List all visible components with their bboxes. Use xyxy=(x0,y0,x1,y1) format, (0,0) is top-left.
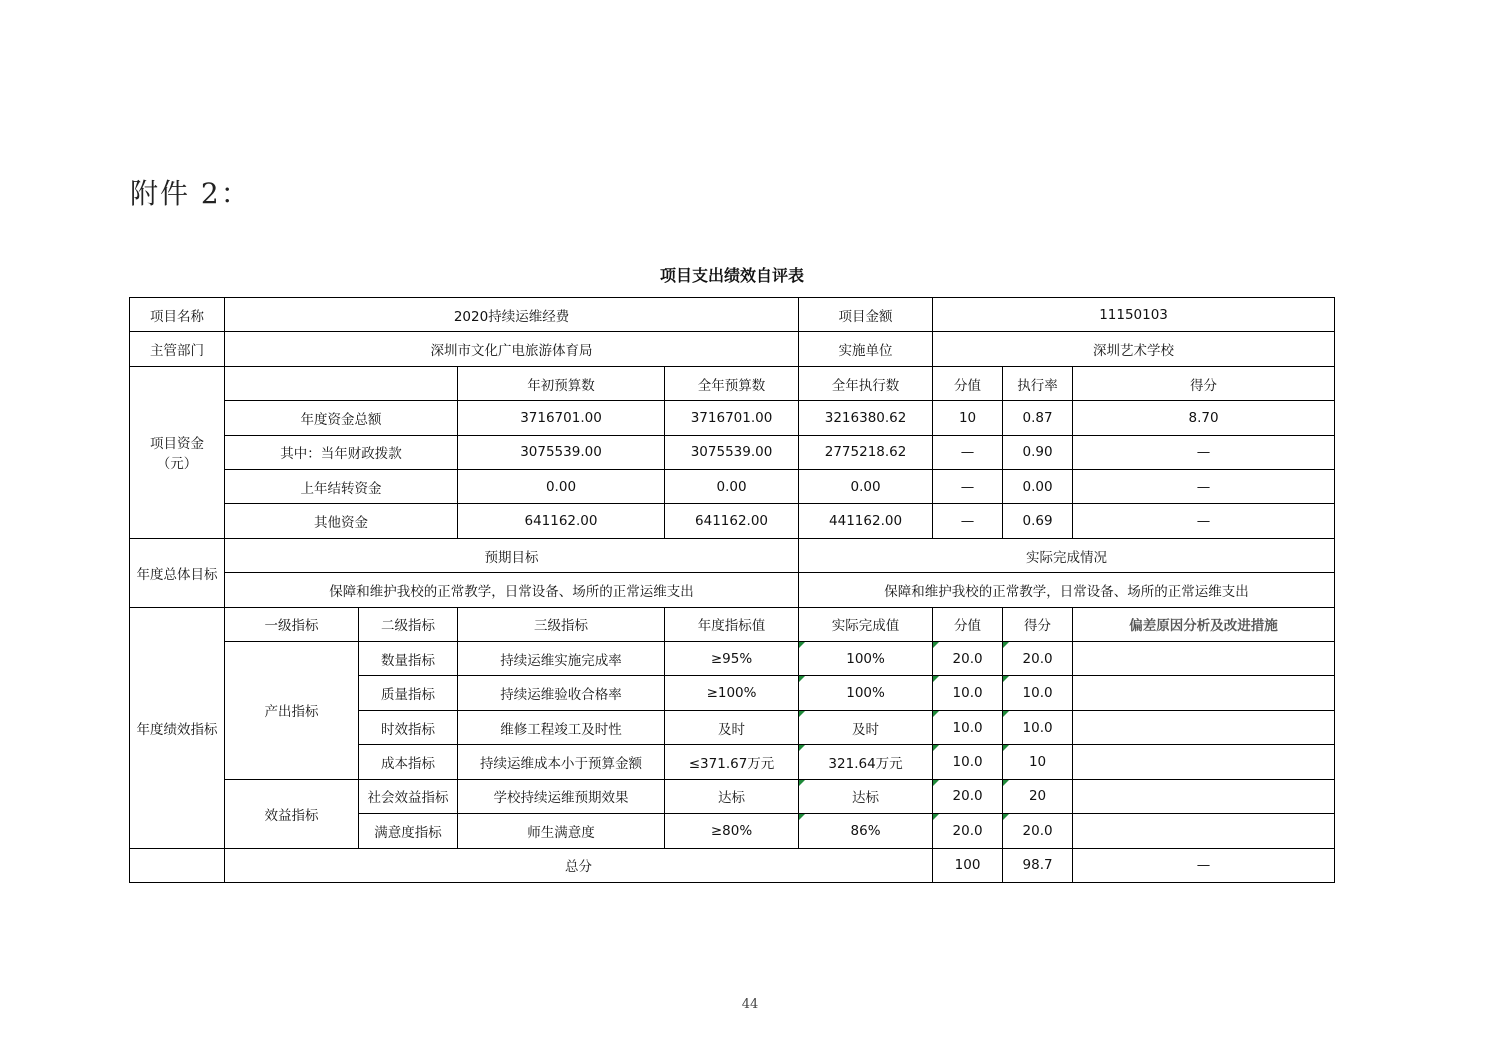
funds-row-label: 年度资金总额 xyxy=(225,401,458,435)
ind-level2: 满意度指标 xyxy=(359,814,458,848)
indicator-row xyxy=(130,642,1335,676)
indicator-header-row xyxy=(130,607,1335,641)
total-note: — xyxy=(1073,848,1335,883)
goals-label: 年度总体目标 xyxy=(130,538,225,607)
ind-got: 20.0 xyxy=(1003,642,1073,676)
total-blank xyxy=(130,848,225,883)
ind-got: 10.0 xyxy=(1003,710,1073,744)
ind-level3: 学校持续运维预期效果 xyxy=(458,779,665,813)
ind-score: 20.0 xyxy=(933,779,1003,813)
project-name: 2020持续运维经费 xyxy=(225,298,799,332)
col-actual: 实际完成值 xyxy=(799,607,933,641)
goals-header-row xyxy=(130,538,1335,572)
funds-score: — xyxy=(933,504,1003,538)
col-level2: 二级指标 xyxy=(359,607,458,641)
performance-table xyxy=(129,297,1335,883)
ind-target: ≥95% xyxy=(665,642,799,676)
funds-score: 10 xyxy=(933,401,1003,435)
col-deviation: 偏差原因分析及改进措施 xyxy=(1073,607,1335,641)
row-project-name xyxy=(130,298,1335,332)
funds-got: — xyxy=(1073,470,1335,504)
col-score: 分值 xyxy=(933,366,1003,400)
ind-score: 10.0 xyxy=(933,710,1003,744)
ind-target: ≤371.67万元 xyxy=(665,745,799,779)
funds-row xyxy=(130,470,1335,504)
col-rate: 执行率 xyxy=(1003,366,1073,400)
indicators-label: 年度绩效指标 xyxy=(130,607,225,848)
ind-level3: 持续运维验收合格率 xyxy=(458,676,665,710)
funds-label-line1: 项目资金 xyxy=(150,436,204,453)
actual-header: 实际完成情况 xyxy=(799,538,1335,572)
ind-actual: 达标 xyxy=(799,779,933,813)
funds-label xyxy=(130,366,225,538)
ind-actual: 86% xyxy=(799,814,933,848)
ind-got: 10.0 xyxy=(1003,676,1073,710)
funds-row xyxy=(130,435,1335,469)
ind-score: 10.0 xyxy=(933,676,1003,710)
funds-score: — xyxy=(933,435,1003,469)
col-executed: 全年执行数 xyxy=(799,366,933,400)
ind-note xyxy=(1073,745,1335,779)
impl-label: 实施单位 xyxy=(799,332,933,366)
ind-level3: 维修工程竣工及时性 xyxy=(458,710,665,744)
funds-executed: 3216380.62 xyxy=(799,401,933,435)
funds-executed: 441162.00 xyxy=(799,504,933,538)
funds-executed: 0.00 xyxy=(799,470,933,504)
ind-level3: 师生满意度 xyxy=(458,814,665,848)
group-benefit: 效益指标 xyxy=(225,779,359,848)
funds-label-line2: （元） xyxy=(156,456,198,473)
funds-header-blank xyxy=(225,366,458,400)
funds-row xyxy=(130,401,1335,435)
group-output: 产出指标 xyxy=(225,642,359,780)
total-row xyxy=(130,848,1335,883)
ind-level3: 持续运维实施完成率 xyxy=(458,642,665,676)
funds-executed: 2775218.62 xyxy=(799,435,933,469)
funds-initial: 0.00 xyxy=(458,470,665,504)
ind-target: ≥80% xyxy=(665,814,799,848)
total-label: 总分 xyxy=(225,848,933,883)
funds-row-label: 上年结转资金 xyxy=(225,470,458,504)
ind-actual: 100% xyxy=(799,676,933,710)
ind-note xyxy=(1073,814,1335,848)
funds-full: 3075539.00 xyxy=(665,435,799,469)
funds-full: 0.00 xyxy=(665,470,799,504)
ind-level2: 数量指标 xyxy=(359,642,458,676)
ind-score: 10.0 xyxy=(933,745,1003,779)
funds-rate: 0.87 xyxy=(1003,401,1073,435)
dept: 深圳市文化广电旅游体育局 xyxy=(225,332,799,366)
ind-level3: 持续运维成本小于预算金额 xyxy=(458,745,665,779)
col-initial: 年初预算数 xyxy=(458,366,665,400)
ind-target: 及时 xyxy=(665,710,799,744)
ind-level2: 社会效益指标 xyxy=(359,779,458,813)
funds-score: — xyxy=(933,470,1003,504)
total-score: 100 xyxy=(933,848,1003,883)
actual-goal: 保障和维护我校的正常教学，日常设备、场所的正常运维支出 xyxy=(799,573,1335,607)
ind-got: 20 xyxy=(1003,779,1073,813)
table-title: 项目支出绩效自评表 xyxy=(659,266,804,285)
project-amount-label: 项目金额 xyxy=(799,298,933,332)
col-target: 年度指标值 xyxy=(665,607,799,641)
col-level3: 三级指标 xyxy=(458,607,665,641)
ind-got: 20.0 xyxy=(1003,814,1073,848)
row-dept xyxy=(130,332,1335,366)
funds-initial: 641162.00 xyxy=(458,504,665,538)
ind-actual: 及时 xyxy=(799,710,933,744)
funds-header-row xyxy=(130,366,1335,400)
funds-rate: 0.00 xyxy=(1003,470,1073,504)
ind-got: 10 xyxy=(1003,745,1073,779)
funds-full: 641162.00 xyxy=(665,504,799,538)
indicator-row xyxy=(130,779,1335,813)
total-got: 98.7 xyxy=(1003,848,1073,883)
goals-content-row xyxy=(130,573,1335,607)
col-level1: 一级指标 xyxy=(225,607,359,641)
funds-row-label: 其他资金 xyxy=(225,504,458,538)
ind-level2: 质量指标 xyxy=(359,676,458,710)
col-ind-got: 得分 xyxy=(1003,607,1073,641)
funds-initial: 3716701.00 xyxy=(458,401,665,435)
expected-goal: 保障和维护我校的正常教学，日常设备、场所的正常运维支出 xyxy=(225,573,799,607)
attachment-label: 附件 2： xyxy=(130,177,251,210)
project-amount: 11150103 xyxy=(933,298,1335,332)
funds-got: 8.70 xyxy=(1073,401,1335,435)
funds-initial: 3075539.00 xyxy=(458,435,665,469)
col-full: 全年预算数 xyxy=(665,366,799,400)
funds-rate: 0.69 xyxy=(1003,504,1073,538)
project-name-label: 项目名称 xyxy=(130,298,225,332)
ind-actual: 321.64万元 xyxy=(799,745,933,779)
funds-got: — xyxy=(1073,435,1335,469)
funds-rate: 0.90 xyxy=(1003,435,1073,469)
col-got: 得分 xyxy=(1073,366,1335,400)
dept-label: 主管部门 xyxy=(130,332,225,366)
ind-note xyxy=(1073,642,1335,676)
ind-level2: 成本指标 xyxy=(359,745,458,779)
ind-note xyxy=(1073,676,1335,710)
ind-actual: 100% xyxy=(799,642,933,676)
ind-score: 20.0 xyxy=(933,642,1003,676)
ind-score: 20.0 xyxy=(933,814,1003,848)
funds-row xyxy=(130,504,1335,538)
impl-unit: 深圳艺术学校 xyxy=(933,332,1335,366)
page-number: 44 xyxy=(741,997,759,1012)
funds-got: — xyxy=(1073,504,1335,538)
ind-target: 达标 xyxy=(665,779,799,813)
ind-target: ≥100% xyxy=(665,676,799,710)
ind-note xyxy=(1073,779,1335,813)
ind-note xyxy=(1073,710,1335,744)
ind-level2: 时效指标 xyxy=(359,710,458,744)
funds-full: 3716701.00 xyxy=(665,401,799,435)
col-ind-score: 分值 xyxy=(933,607,1003,641)
expected-header: 预期目标 xyxy=(225,538,799,572)
funds-row-label: 其中：当年财政拨款 xyxy=(225,435,458,469)
